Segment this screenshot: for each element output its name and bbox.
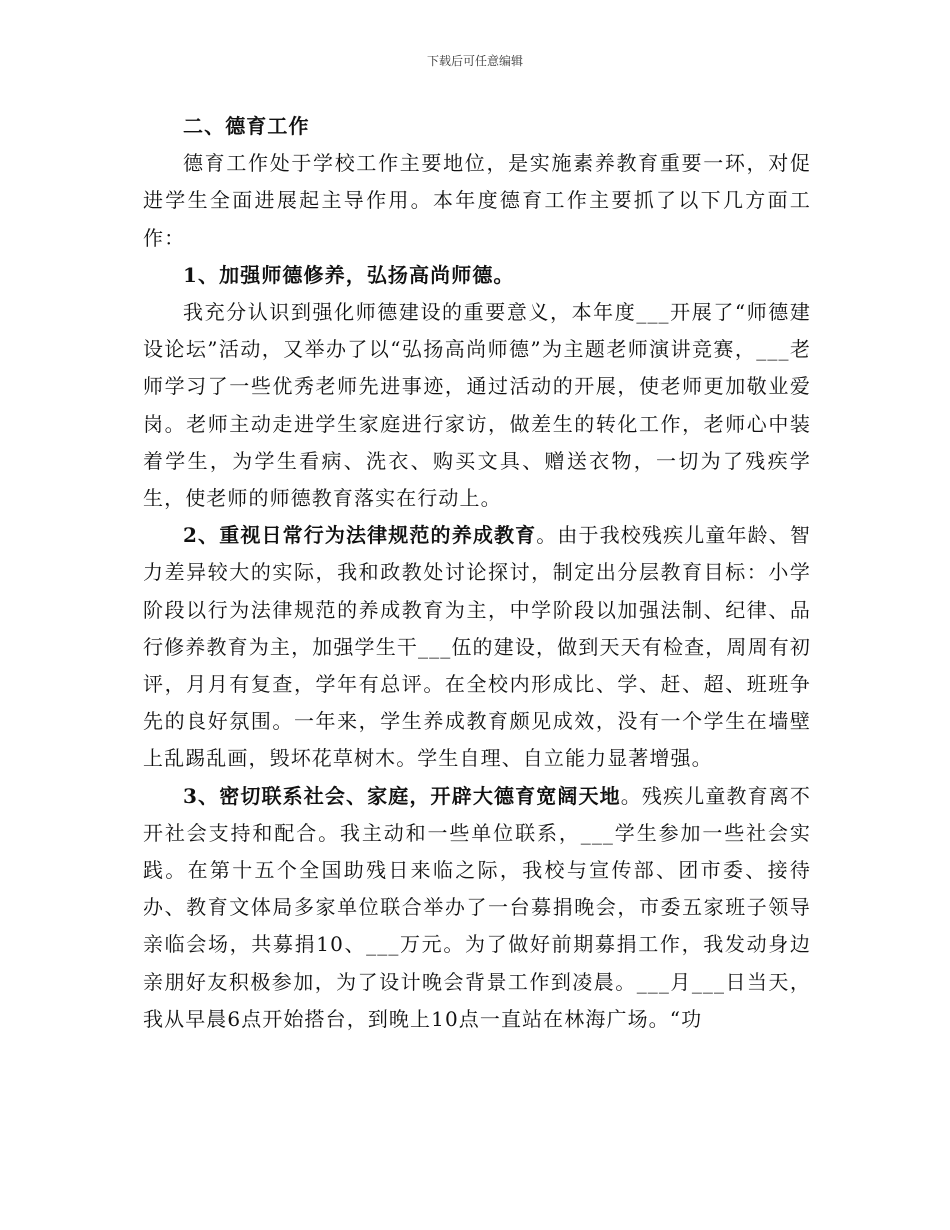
item-2-paragraph — [143, 517, 811, 777]
section-title — [143, 108, 811, 145]
item-3-paragraph — [143, 778, 811, 1038]
item-1-heading: 1、加强师德修养，弘扬高尚师德。 — [183, 262, 515, 287]
section-intro: 德育工作处于学校工作主要地位，是实施素养教育重要一环，对促进学生全面进展起主导作用。本年度德育工作主要抓了以下几方面工作： — [143, 151, 811, 250]
item-3-body: 。残疾儿童教育离不开社会支持和配合。我主动和一些单位联系，___学生参加一些社会实践。在第十五个全国助残日来临之际，我校与宣传部、团市委、接待办、教育文体局多家单位联合举办了一台募捐晚会，市委五家班子领导亲临会场，共募捐10、___万元。为了做好前期募捐工作，我发动身边亲朋好友积极参加，为了设计晚会背景工作到凌晨。___月___日当天，我从早晨6点开始搭台，到晚上10点一直站在林海广场。“功 — [143, 783, 811, 1031]
item-3-heading: 3、密切联系社会、家庭，开辟大德育宽阔天地 — [183, 783, 621, 808]
document-body — [143, 108, 811, 1038]
page-header: 下载后可任意编辑 — [426, 54, 523, 68]
item-2-body: 。由于我校残疾儿童年龄、智力差异较大的实际，我和政教处讨论探讨，制定出分层教育目标：小学阶段以行为法律规范的养成教育为主，中学阶段以加强法制、纪律、品行修养教育为主，加强学生干___伍的建设，做到天天有检查，周周有初评，月月有复查，学年有总评。在全校内形成比、学、赶、超、班班争先的良好氛围。一年来，学生养成教育颇见成效，没有一个学生在墙壁上乱踢乱画，毁坏花草树木。学生自理、自立能力显著增强。 — [143, 523, 811, 771]
item-1-body: 我充分认识到强化师德建设的重要意义，本年度___开展了“师德建设论坛”活动，又举办了以“弘扬高尚师德”为主题老师演讲竞赛，___老师学习了一些优秀老师先进事迹，通过活动的开展，使老师更加敬业爱岗。老师主动走进学生家庭进行家访，做差生的转化工作，老师心中装着学生，为学生看病、洗衣、购买文具、赠送衣物，一切为了残疾学生，使老师的师德教育落实在行动上。 — [143, 300, 811, 511]
section-title-text: 二、德育工作 — [183, 114, 310, 138]
item-2-heading: 2、重视日常行为法律规范的养成教育 — [183, 523, 537, 548]
